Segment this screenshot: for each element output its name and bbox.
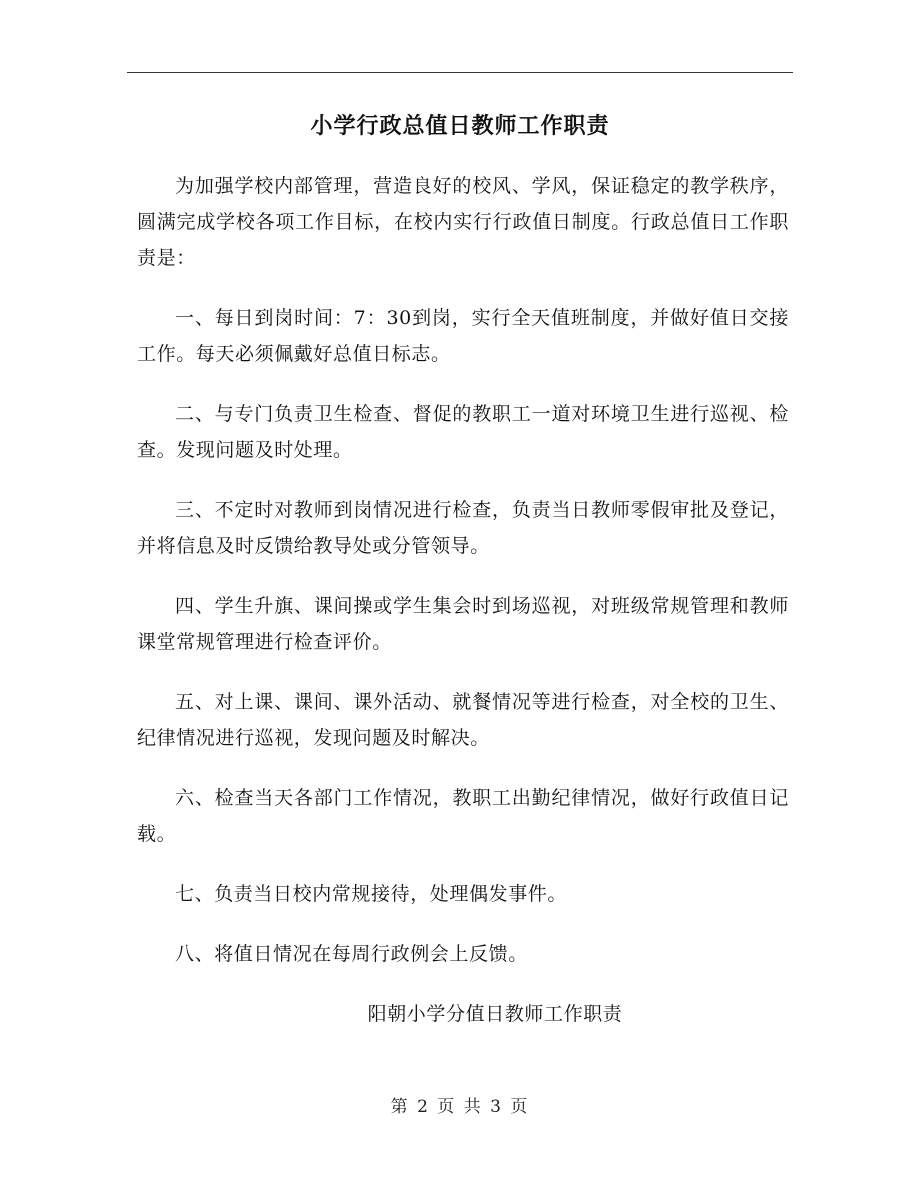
duty-item-1: 一、每日到岗时间：7：30到岗，实行全天值班制度，并做好值日交接工作。每天必须佩戴好总值日标志。 [137,307,789,365]
duty-item-4: 四、学生升旗、课间操或学生集会时到场巡视，对班级常规管理和教师课堂常规管理进行检查评价。 [137,595,789,653]
duty-item-8: 八、将值日情况在每周行政例会上反馈。 [175,943,528,965]
duty-item-2: 二、与专门负责卫生检查、督促的教职工一道对环境卫生进行巡视、检查。发现问题及时处理。 [137,403,789,461]
duty-item-5: 五、对上课、课间、课外活动、就餐情况等进行检查，对全校的卫生、纪律情况进行巡视，发现问题及时解决。 [137,691,789,749]
header-rule [127,72,793,73]
page-number-footer: 第 2 页 共 3 页 [390,1097,530,1117]
next-section-title: 阳朝小学分值日教师工作职责 [367,1003,623,1025]
duty-item-3: 三、不定时对教师到岗情况进行检查，负责当日教师零假审批及登记，并将信息及时反馈给教导处或分管领导。 [137,499,789,557]
document-title: 小学行政总值日教师工作职责 [310,113,610,139]
duty-item-6: 六、检查当天各部门工作情况，教职工出勤纪律情况，做好行政值日记载。 [137,787,789,845]
document-body [137,168,789,996]
duty-item-7: 七、负责当日校内常规接待，处理偶发事件。 [175,883,568,905]
intro-paragraph: 为加强学校内部管理，营造良好的校风、学风，保证稳定的教学秩序，圆满完成学校各项工作目标，在校内实行行政值日制度。行政总值日工作职责是： [137,175,789,269]
